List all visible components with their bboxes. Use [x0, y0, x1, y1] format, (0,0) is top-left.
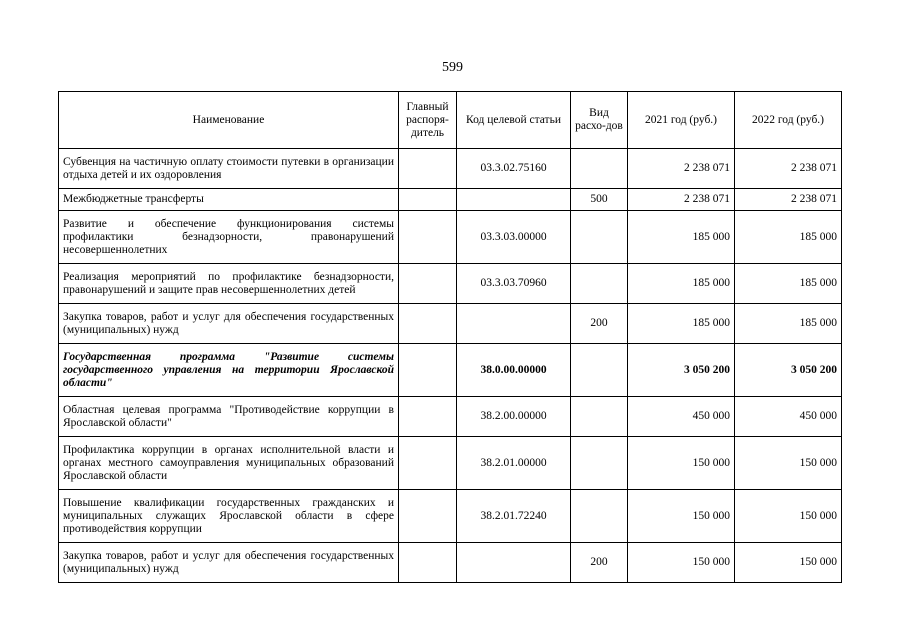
row-kind [571, 149, 628, 189]
row-2021: 185 000 [628, 264, 735, 304]
row-kind [571, 397, 628, 437]
row-2022: 185 000 [735, 264, 842, 304]
header-row [59, 92, 842, 149]
row-2022: 150 000 [735, 543, 842, 583]
row-2021: 150 000 [628, 437, 735, 490]
row-code: 38.0.00.00000 [457, 344, 571, 397]
row-name: Закупка товаров, работ и услуг для обеспечения государственных (муниципальных) нужд [59, 543, 399, 583]
row-2022: 150 000 [735, 490, 842, 543]
row-code: 03.3.03.70960 [457, 264, 571, 304]
table-row [59, 304, 842, 344]
row-2021: 2 238 071 [628, 189, 735, 211]
row-2022: 150 000 [735, 437, 842, 490]
row-kind: 200 [571, 304, 628, 344]
table-row [59, 490, 842, 543]
row-code: 38.2.01.00000 [457, 437, 571, 490]
row-2022: 185 000 [735, 211, 842, 264]
row-2021: 185 000 [628, 304, 735, 344]
row-manager [399, 211, 457, 264]
table-row [59, 211, 842, 264]
header-name: Наименование [59, 92, 399, 149]
row-code [457, 189, 571, 211]
row-code: 03.3.02.75160 [457, 149, 571, 189]
table-row [59, 344, 842, 397]
row-manager [399, 264, 457, 304]
page-number: 599 [442, 60, 463, 75]
table-row [59, 397, 842, 437]
row-2022: 2 238 071 [735, 189, 842, 211]
row-manager [399, 149, 457, 189]
row-code: 38.2.00.00000 [457, 397, 571, 437]
row-manager [399, 397, 457, 437]
header-manager: Главный распоря-дитель [399, 92, 457, 149]
table-row [59, 264, 842, 304]
row-kind [571, 490, 628, 543]
row-manager [399, 437, 457, 490]
row-kind [571, 211, 628, 264]
row-kind: 200 [571, 543, 628, 583]
row-2021: 3 050 200 [628, 344, 735, 397]
row-2021: 2 238 071 [628, 149, 735, 189]
row-2021: 150 000 [628, 490, 735, 543]
row-2022: 3 050 200 [735, 344, 842, 397]
row-name: Государственная программа "Развитие системы государственного управления на территории Ярославской области" [59, 344, 399, 397]
row-name: Профилактика коррупции в органах исполнительной власти и органах местного самоуправления муниципальных образований Ярославской области [59, 437, 399, 490]
header-code: Код целевой статьи [457, 92, 571, 149]
row-manager [399, 189, 457, 211]
table-row [59, 543, 842, 583]
header-2021: 2021 год (руб.) [628, 92, 735, 149]
header-kind: Вид расхо-дов [571, 92, 628, 149]
row-2022: 450 000 [735, 397, 842, 437]
row-name: Повышение квалификации государственных гражданских и муниципальных служащих Ярославской области в сфере противодействия коррупции [59, 490, 399, 543]
row-name: Развитие и обеспечение функционирования системы профилактики безнадзорности, правонарушений несовершеннолетних [59, 211, 399, 264]
budget-table [58, 91, 842, 583]
row-kind: 500 [571, 189, 628, 211]
row-name: Закупка товаров, работ и услуг для обеспечения государственных (муниципальных) нужд [59, 304, 399, 344]
row-kind [571, 344, 628, 397]
row-kind [571, 437, 628, 490]
row-code [457, 543, 571, 583]
row-manager [399, 344, 457, 397]
header-2022: 2022 год (руб.) [735, 92, 842, 149]
table-row [59, 189, 842, 211]
table-row [59, 149, 842, 189]
row-code: 38.2.01.72240 [457, 490, 571, 543]
row-2021: 450 000 [628, 397, 735, 437]
row-name: Реализация мероприятий по профилактике безнадзорности, правонарушений и защите прав несовершеннолетних детей [59, 264, 399, 304]
row-manager [399, 543, 457, 583]
row-name: Межбюджетные трансферты [59, 189, 399, 211]
row-kind [571, 264, 628, 304]
table-row [59, 437, 842, 490]
row-2021: 185 000 [628, 211, 735, 264]
row-name: Субвенция на частичную оплату стоимости путевки в организации отдыха детей и их оздоровления [59, 149, 399, 189]
row-code: 03.3.03.00000 [457, 211, 571, 264]
row-2021: 150 000 [628, 543, 735, 583]
row-2022: 185 000 [735, 304, 842, 344]
row-manager [399, 304, 457, 344]
row-2022: 2 238 071 [735, 149, 842, 189]
row-manager [399, 490, 457, 543]
row-code [457, 304, 571, 344]
row-name: Областная целевая программа "Противодействие коррупции в Ярославской области" [59, 397, 399, 437]
